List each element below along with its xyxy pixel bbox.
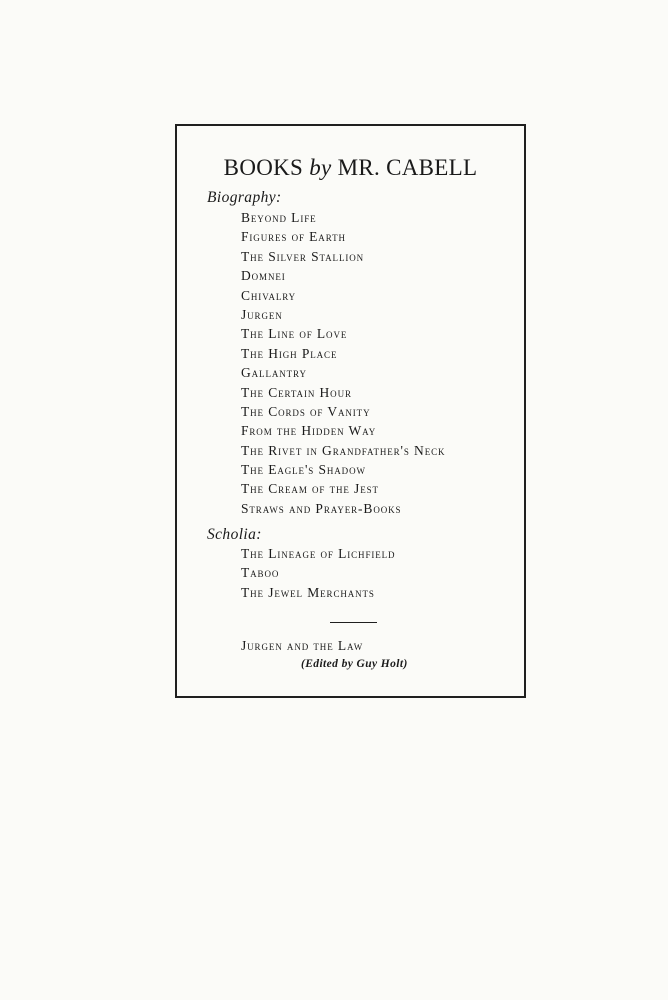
list-item: The Eagle's Shadow	[241, 462, 366, 478]
list-item: The Silver Stallion	[241, 248, 365, 264]
editor-note: (Edited by Guy Holt)	[301, 658, 408, 670]
list-item: Gallantry	[241, 365, 307, 381]
list-item: Chivalry	[241, 287, 297, 303]
list-item: From the Hidden Way	[241, 423, 377, 439]
book-list-frame	[175, 124, 526, 698]
page-title	[177, 155, 524, 181]
list-item: Taboo	[241, 565, 280, 581]
title-author: MR. CABELL	[337, 155, 478, 180]
list-item: The Cream of the Jest	[241, 481, 379, 497]
divider-rule	[330, 622, 377, 623]
list-item: The Cords of Vanity	[241, 403, 371, 419]
list-item: Figures of Earth	[241, 229, 346, 245]
list-item: The Jewel Merchants	[241, 584, 375, 600]
list-item: The Certain Hour	[241, 384, 352, 400]
scholia-list	[241, 544, 395, 602]
list-item: The High Place	[241, 345, 338, 361]
list-item: Straws and Prayer-Books	[241, 500, 402, 516]
list-item: Jurgen	[241, 306, 283, 322]
biography-heading: Biography:	[207, 189, 282, 206]
biography-list	[241, 208, 445, 518]
list-item: Domnei	[241, 268, 286, 284]
list-item: The Line of Love	[241, 326, 348, 342]
list-item: Beyond Life	[241, 210, 317, 225]
title-books: BOOKS	[223, 155, 304, 180]
scholia-heading: Scholia:	[207, 526, 262, 543]
title-by: by	[309, 155, 332, 180]
list-item: The Rivet in Grandfather's Neck	[241, 442, 446, 458]
list-item: The Lineage of Lichfield	[241, 546, 396, 561]
extra-title: Jurgen and the Law	[241, 638, 364, 653]
